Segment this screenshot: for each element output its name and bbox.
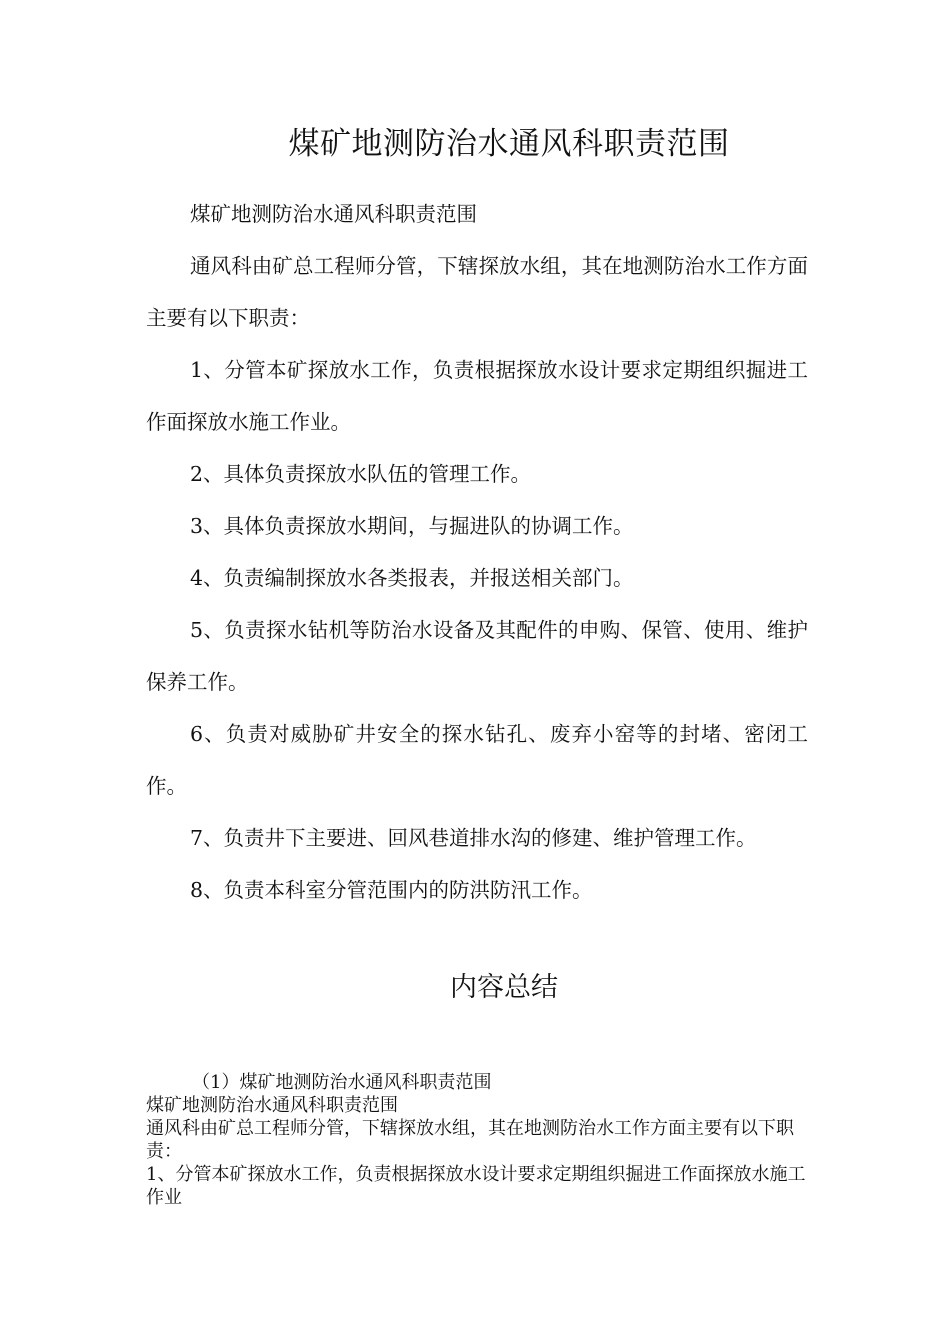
document-title: 煤矿地测防治水通风科职责范围: [288, 126, 730, 162]
body-paragraph: 7、负责井下主要进、回风巷道排水沟的修建、维护管理工作。: [190, 826, 757, 850]
body-paragraph: 通风科由矿总工程师分管，下辖探放水组，其在地测防治水工作方面主要有以下职责：: [146, 254, 808, 330]
summary-line: 煤矿地测防治水通风科职责范围: [146, 1095, 398, 1116]
body-paragraph: 8、负责本科室分管范围内的防洪防汛工作。: [190, 878, 593, 902]
document-body: [146, 188, 808, 916]
body-paragraph: 煤矿地测防治水通风科职责范围: [190, 202, 477, 226]
summary-line: （1）煤矿地测防治水通风科职责范围: [192, 1072, 492, 1093]
summary-heading: 内容总结: [450, 972, 558, 1003]
body-paragraph: 4、负责编制探放水各类报表，并报送相关部门。: [190, 566, 634, 590]
summary-line: 1、分管本矿探放水工作，负责根据探放水设计要求定期组织掘进工作面探放水施工作业: [146, 1164, 806, 1208]
body-paragraph: 1、分管本矿探放水工作，负责根据探放水设计要求定期组织掘进工作面探放水施工作业。: [146, 358, 808, 434]
body-paragraph: 6、负责对威胁矿井安全的探水钻孔、废弃小窑等的封堵、密闭工作。: [146, 722, 808, 798]
body-paragraph: 2、具体负责探放水队伍的管理工作。: [190, 462, 532, 486]
body-paragraph: 3、具体负责探放水期间，与掘进队的协调工作。: [190, 514, 634, 538]
body-paragraph: 5、负责探水钻机等防治水设备及其配件的申购、保管、使用、维护保养工作。: [146, 618, 808, 694]
summary-section: [146, 1071, 806, 1209]
summary-line: 通风科由矿总工程师分管，下辖探放水组，其在地测防治水工作方面主要有以下职责：: [146, 1118, 794, 1162]
